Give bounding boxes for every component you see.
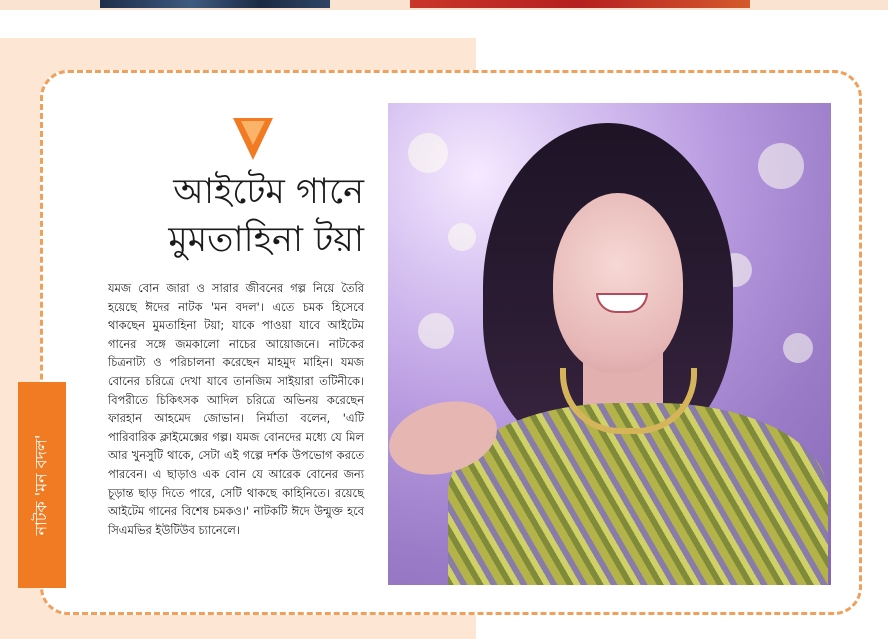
top-strip (0, 0, 888, 18)
bokeh-light (783, 333, 813, 363)
previous-article-image-right (410, 0, 750, 8)
bokeh-light (758, 143, 804, 189)
article-photo (388, 103, 831, 585)
bokeh-light (408, 133, 448, 173)
headline-line-1: আইটেম গানে (173, 172, 364, 212)
previous-article-image-left (100, 0, 330, 8)
triangle-marker-inner-icon (241, 121, 265, 145)
portrait-face (553, 193, 683, 373)
section-tag (18, 382, 66, 588)
bokeh-light (448, 223, 476, 251)
headline-line-2: মুমতাহিনা টয়া (168, 220, 364, 260)
bokeh-light (418, 313, 454, 349)
article-body: যমজ বোন জারা ও সারার জীবনের গল্প নিয়ে তৈরি হয়েছে ঈদের নাটক 'মন বদল'। এতে চমক হিসেবে থাকছেন মুমতাহিনা টয়া; যাকে পাওয়া যাবে আইটেম গানের সঙ্গে জমকালো নাচের আয়োজনে। নাটকের চিত্রনাট্য ও পরিচালনা করেছেন মাহমুদ মাহিন। যমজ বোনের চরিত্রে দেখা যাবে তানজিম সাইয়ারা তটিনীকে। বিপরীতে চিকিৎসক আদিল চরিত্রে অভিনয় করেছেন ফারহান আহমেদ জোভান। নির্মাতা বলেন, 'এটি পারিবারিক ক্লাইমেক্সের গল্প। যমজ বোনদের মধ্যে যে মিল আর খুনসুটি থাকে, সেটা এই গল্পে দর্শক উপভোগ করতে পারবেন। এ ছাড়াও এক বোন যে আরেক বোনের জন্য চূড়ান্ত ছাড় দিতে পারে, সেটি থাকছে কাহিনিতে। রয়েছে আইটেম গানের বিশেষ চমকও।' নাটকটি ঈদে উন্মুক্ত হবে সিএমভির ইউটিউব চ্যানেলে। (108, 281, 364, 537)
section-tag-label: নাটক 'মন বদল' (31, 434, 51, 536)
headline (110, 168, 364, 264)
